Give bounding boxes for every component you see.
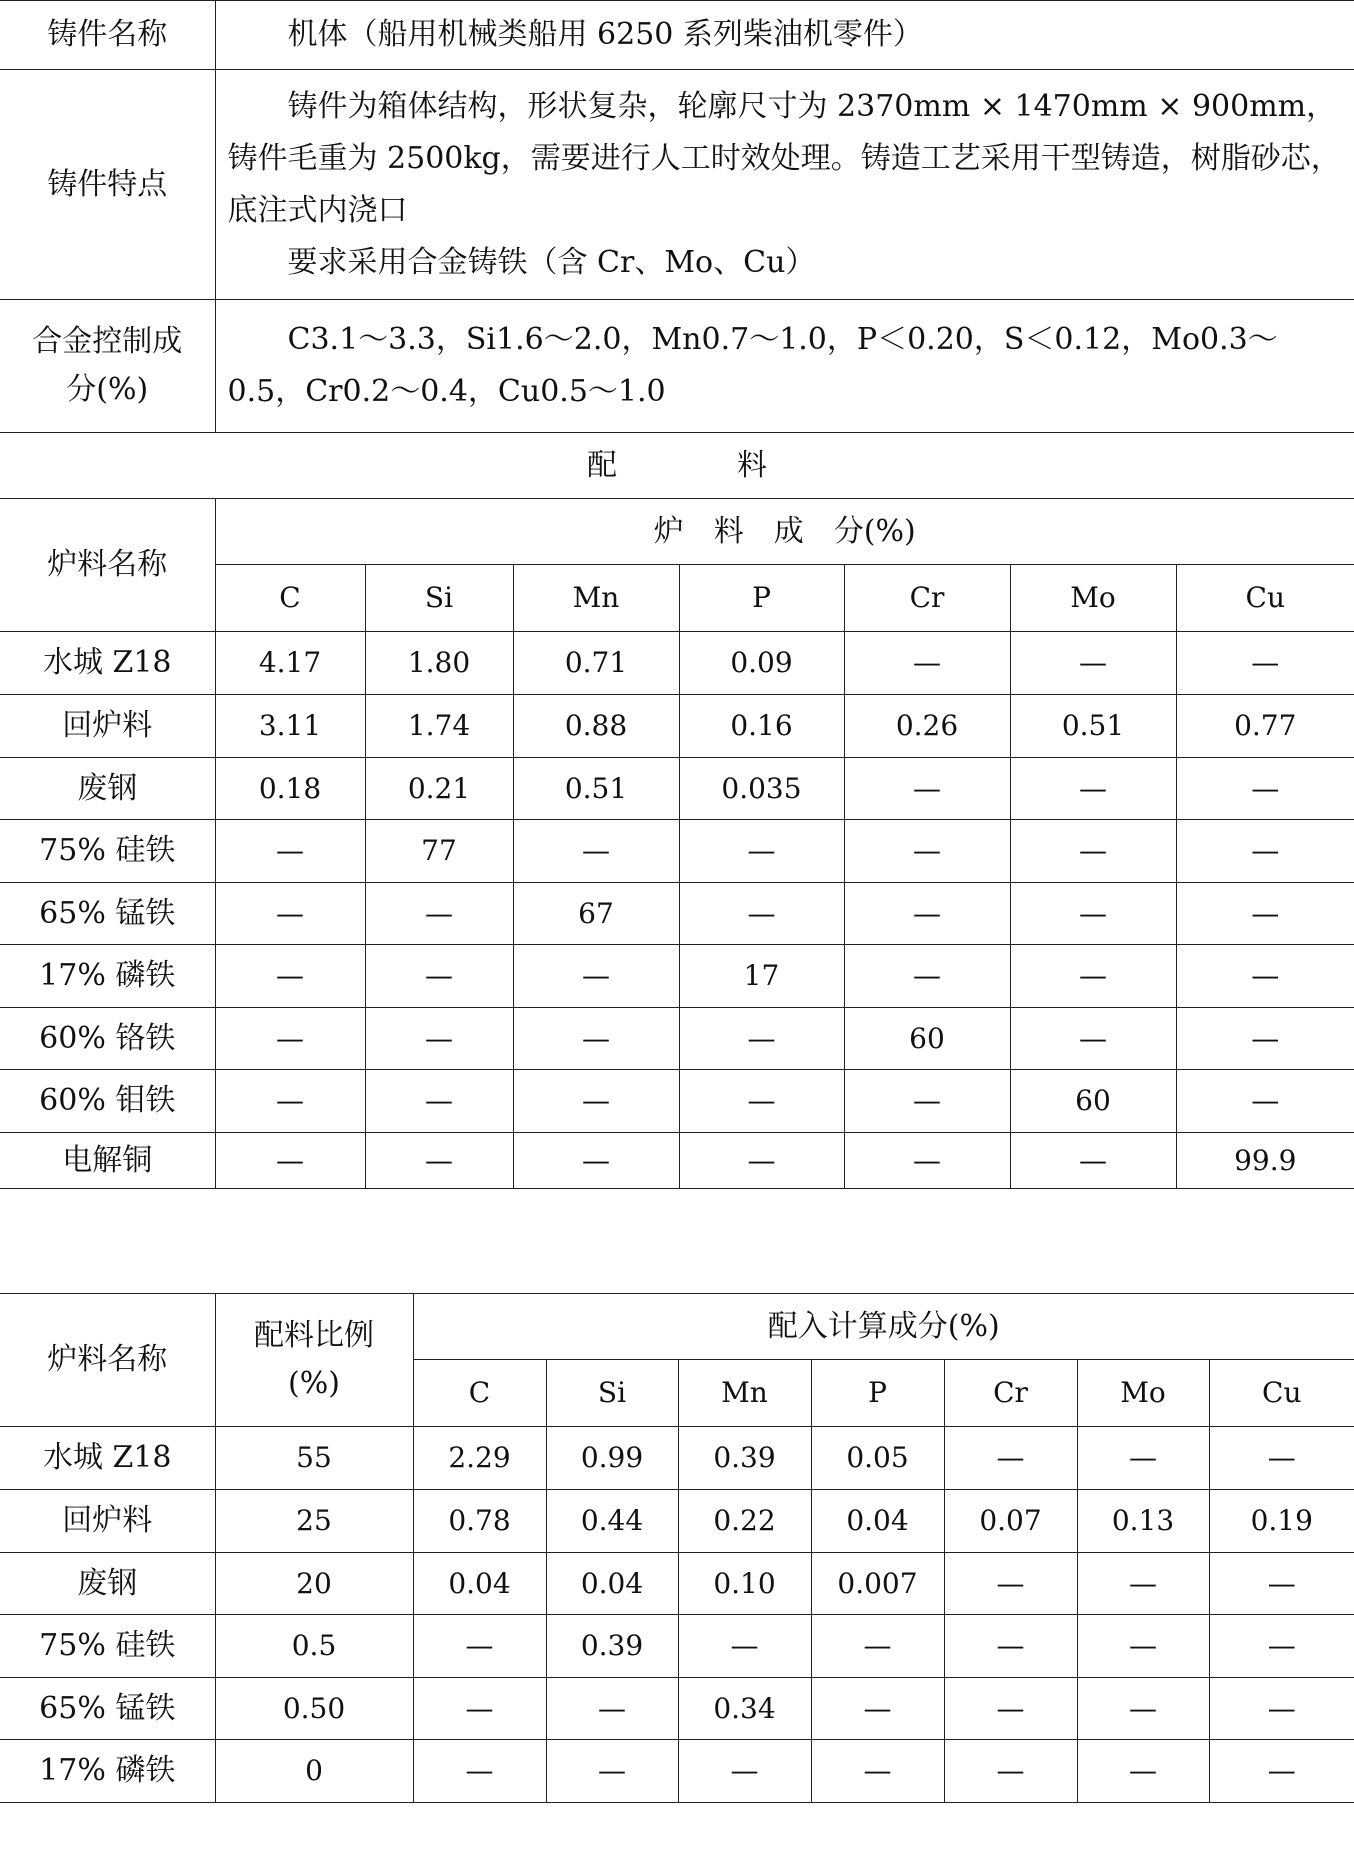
calc-value-cell: — [413,1615,546,1678]
calc-composition-header: 配入计算成分(%) [413,1294,1354,1360]
charge-value-cell: — [1010,632,1176,695]
charge-value-cell: — [215,945,365,1008]
calc-value-cell: — [944,1427,1077,1490]
charge-value-cell: 0.16 [679,695,844,758]
table-row [0,1490,1354,1553]
calc-value-cell: 0.19 [1209,1490,1354,1553]
calc-value-cell: — [944,1553,1077,1615]
charge-value-cell: — [1010,945,1176,1008]
calc-value-cell: — [678,1740,811,1803]
calc-name-cell: 17% 磷铁 [0,1740,215,1803]
calc-name-cell: 废钢 [0,1553,215,1615]
charge-column-header: C [215,565,365,632]
ratio-cell: 0 [215,1740,413,1803]
charge-name-cell: 75% 硅铁 [0,820,215,883]
calc-value-cell: — [413,1678,546,1740]
charge-value-cell: — [679,883,844,945]
calc-value-cell: — [811,1740,944,1803]
charge-value-cell: — [215,1133,365,1189]
calc-value-cell: — [1077,1740,1209,1803]
table-row [0,1008,1354,1070]
calc-value-cell: — [1077,1678,1209,1740]
charge-value-cell: — [1176,820,1354,883]
charge-value-cell: — [513,1008,679,1070]
ratio-cell: 20 [215,1553,413,1615]
charge-name-cell: 电解铜 [0,1133,215,1189]
calc-value-cell: — [1209,1740,1354,1803]
charge-value-cell: — [513,820,679,883]
casting-name-row [0,1,1354,70]
charge-value-cell: — [844,883,1010,945]
ratio-cell: 55 [215,1427,413,1490]
calc-value-cell: — [944,1615,1077,1678]
calc-value-cell: 0.99 [546,1427,678,1490]
charge-value-cell: — [365,945,513,1008]
ratio-cell: 0.5 [215,1615,413,1678]
calc-value-cell: — [1209,1553,1354,1615]
charge-value-cell: — [215,883,365,945]
charge-name-cell: 60% 铬铁 [0,1008,215,1070]
charge-value-cell: 0.71 [513,632,679,695]
calc-value-cell: — [678,1615,811,1678]
calc-value-cell: 0.44 [546,1490,678,1553]
charge-value-cell: — [844,632,1010,695]
charge-value-cell: — [1176,945,1354,1008]
charge-value-cell: 99.9 [1176,1133,1354,1189]
charge-value-cell: 60 [844,1008,1010,1070]
calc-value-cell: — [944,1740,1077,1803]
calculated-composition-table [0,1293,1354,1803]
charge-name-cell: 60% 钼铁 [0,1070,215,1133]
charge-value-cell: 17 [679,945,844,1008]
casting-feature-value [215,70,1354,300]
calc-value-cell: — [944,1678,1077,1740]
charge-value-cell: — [365,1070,513,1133]
ratio-header-line-1: 配料比例 [254,1318,374,1353]
alloy-control-value: C3.1～3.3，Si1.6～2.0，Mn0.7～1.0，P＜0.20，S＜0.12，Mo0.3～0.5，Cr0.2～0.4，Cu0.5～1.0 [215,300,1354,433]
calc-value-cell: — [1209,1678,1354,1740]
calc-value-cell: — [811,1678,944,1740]
casting-feature-paragraph-1: 铸件为箱体结构，形状复杂，轮廓尺寸为 2370mm × 1470mm × 900mm，铸件毛重为 2500kg，需要进行人工时效处理。铸造工艺采用干型铸造，树脂砂芯，底注式内浇口 [227,88,1341,228]
charge-value-cell: — [215,1008,365,1070]
charge-value-cell: 60 [1010,1070,1176,1133]
casting-feature-row [0,70,1354,300]
charge-value-cell: — [679,820,844,883]
charge-value-cell: — [1010,758,1176,820]
batching-title: 配 料 [0,433,1354,499]
charge-name-cell: 回炉料 [0,695,215,758]
charge-value-cell: — [1176,1070,1354,1133]
charge-value-cell: 67 [513,883,679,945]
charge-value-cell: 0.26 [844,695,1010,758]
charge-value-cell: 0.035 [679,758,844,820]
charge-value-cell: — [1010,883,1176,945]
calc-column-header: Cu [1209,1360,1354,1427]
charge-value-cell: 0.18 [215,758,365,820]
ratio-header-line-2: (%) [288,1366,340,1401]
charge-value-cell: 0.88 [513,695,679,758]
charge-value-cell: — [513,1133,679,1189]
table-row [0,1553,1354,1615]
calc-column-header: Si [546,1360,678,1427]
calc-value-cell: 0.22 [678,1490,811,1553]
charge-column-header: Cr [844,565,1010,632]
charge-value-cell: 0.51 [513,758,679,820]
ratio-cell: 0.50 [215,1678,413,1740]
charge-value-cell: — [365,1008,513,1070]
alloy-control-label: 合金控制成分(%) [0,300,215,433]
calc-value-cell: — [1077,1615,1209,1678]
table-row [0,1427,1354,1490]
calc-value-cell: 0.39 [546,1615,678,1678]
charge-value-cell: — [1010,1133,1176,1189]
charge-value-cell: — [679,1133,844,1189]
table-row [0,1740,1354,1803]
calc-name-cell: 回炉料 [0,1490,215,1553]
calc-value-cell: — [546,1678,678,1740]
table-row [0,632,1354,695]
table-row [0,1070,1354,1133]
charge-column-header: P [679,565,844,632]
calc-value-cell: 0.007 [811,1553,944,1615]
charge-value-cell: — [679,1008,844,1070]
charge-value-cell: — [1176,758,1354,820]
charge-name-cell: 65% 锰铁 [0,883,215,945]
calc-value-cell: — [811,1615,944,1678]
charge-value-cell: — [513,945,679,1008]
table-row [0,883,1354,945]
charge-value-cell: — [1176,883,1354,945]
calc-value-cell: — [1077,1553,1209,1615]
charge-value-cell: — [844,1070,1010,1133]
charge-composition-table [0,432,1354,1189]
casting-feature-label: 铸件特点 [0,70,215,300]
charge-value-cell: 1.74 [365,695,513,758]
charge-value-cell: — [679,1070,844,1133]
casting-name-label: 铸件名称 [0,1,215,70]
charge-value-cell: 4.17 [215,632,365,695]
calc-value-cell: 0.10 [678,1553,811,1615]
charge-value-cell: 0.77 [1176,695,1354,758]
calc-column-header: Mo [1077,1360,1209,1427]
alloy-control-row [0,300,1354,433]
charge-column-header: Cu [1176,565,1354,632]
calc-name-header: 炉料名称 [0,1294,215,1427]
calc-column-header: Mn [678,1360,811,1427]
calc-value-cell: — [413,1740,546,1803]
calc-value-cell: 0.04 [546,1553,678,1615]
charge-composition-header: 炉 料 成 分(%) [215,499,1354,565]
table-row [0,758,1354,820]
calc-value-cell: 2.29 [413,1427,546,1490]
calc-value-cell: 0.07 [944,1490,1077,1553]
calc-value-cell: — [1077,1427,1209,1490]
calc-value-cell: 0.04 [413,1553,546,1615]
charge-value-cell: — [1176,1008,1354,1070]
calc-column-header: C [413,1360,546,1427]
calc-value-cell: 0.34 [678,1678,811,1740]
ratio-header [215,1294,413,1427]
table-row [0,1133,1354,1189]
charge-value-cell: — [513,1070,679,1133]
charge-value-cell: — [215,1070,365,1133]
charge-name-cell: 水城 Z18 [0,632,215,695]
casting-name-value: 机体（船用机械类船用 6250 系列柴油机零件） [215,1,1354,70]
calc-name-cell: 65% 锰铁 [0,1678,215,1740]
calc-value-cell: 0.04 [811,1490,944,1553]
calc-value-cell: — [546,1740,678,1803]
charge-value-cell: — [844,758,1010,820]
table-row [0,695,1354,758]
charge-name-header: 炉料名称 [0,499,215,632]
charge-column-header: Si [365,565,513,632]
table-row [0,945,1354,1008]
charge-column-header: Mo [1010,565,1176,632]
charge-value-cell: 77 [365,820,513,883]
charge-value-cell: 3.11 [215,695,365,758]
charge-name-cell: 17% 磷铁 [0,945,215,1008]
calc-name-cell: 水城 Z18 [0,1427,215,1490]
charge-value-cell: 0.51 [1010,695,1176,758]
charge-value-cell: — [1010,820,1176,883]
calc-column-header: P [811,1360,944,1427]
calc-value-cell: 0.05 [811,1427,944,1490]
table-row [0,820,1354,883]
calc-value-cell: 0.13 [1077,1490,1209,1553]
calc-value-cell: — [1209,1427,1354,1490]
charge-value-cell: 0.09 [679,632,844,695]
calc-value-cell: — [1209,1615,1354,1678]
calc-name-cell: 75% 硅铁 [0,1615,215,1678]
charge-value-cell: 1.80 [365,632,513,695]
charge-value-cell: — [365,1133,513,1189]
charge-value-cell: — [844,820,1010,883]
ratio-cell: 25 [215,1490,413,1553]
charge-value-cell: — [844,1133,1010,1189]
charge-name-cell: 废钢 [0,758,215,820]
table-row [0,1678,1354,1740]
calc-column-header: Cr [944,1360,1077,1427]
charge-value-cell: — [365,883,513,945]
charge-column-header: Mn [513,565,679,632]
charge-value-cell: — [215,820,365,883]
table-row [0,1615,1354,1678]
calc-value-cell: 0.39 [678,1427,811,1490]
charge-value-cell: — [844,945,1010,1008]
charge-value-cell: — [1010,1008,1176,1070]
casting-feature-paragraph-2: 要求采用合金铸铁（含 Cr、Mo、Cu） [287,244,816,280]
charge-value-cell: — [1176,632,1354,695]
charge-value-cell: 0.21 [365,758,513,820]
casting-info-table [0,0,1354,433]
calc-value-cell: 0.78 [413,1490,546,1553]
